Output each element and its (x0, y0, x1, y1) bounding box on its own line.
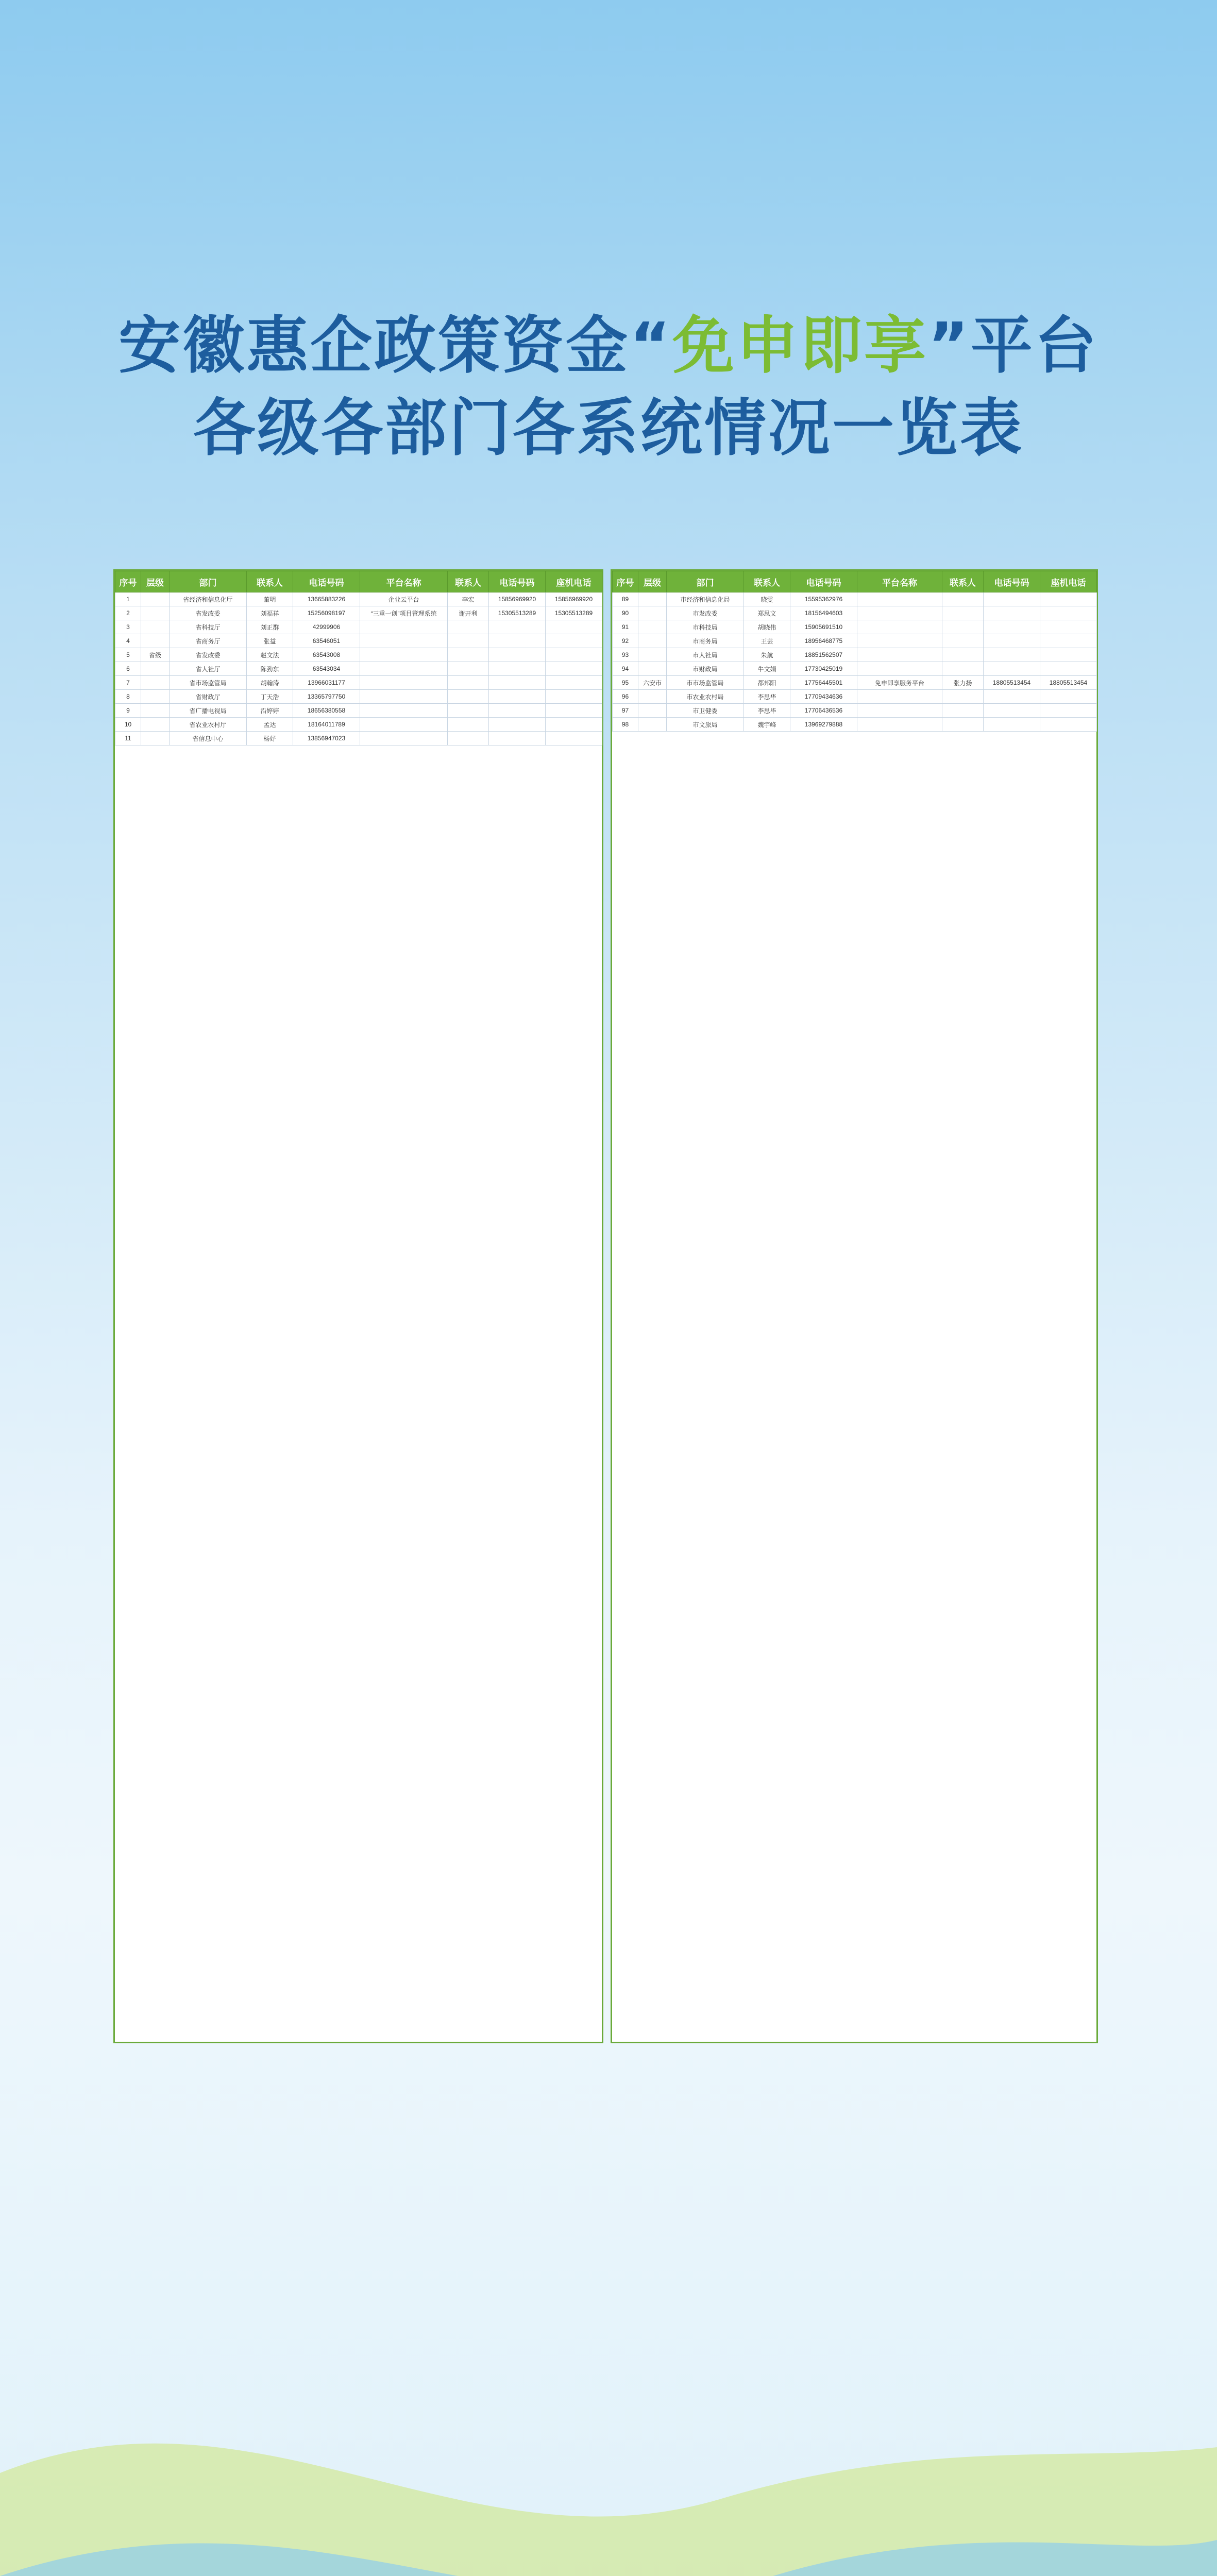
table-cell: 18656380558 (293, 704, 360, 718)
table-cell: 7 (115, 676, 141, 690)
table-cell (984, 634, 1040, 648)
table-cell: 91 (613, 620, 638, 634)
table-cell: 张益 (247, 634, 293, 648)
table-cell (448, 634, 489, 648)
table-row (613, 634, 1097, 648)
table-cell (360, 634, 448, 648)
table-cell (360, 690, 448, 704)
table-cell (942, 648, 984, 662)
header-cell: 序号 (613, 571, 638, 592)
table-cell (984, 690, 1040, 704)
table-cell: 免申即享服务平台 (857, 676, 942, 690)
table-cell (857, 662, 942, 676)
table-cell (489, 620, 546, 634)
table-cell: 市财政局 (667, 662, 744, 676)
table-cell (448, 704, 489, 718)
table-cell (546, 718, 602, 732)
table-row (115, 662, 602, 676)
table-cell: 郑思文 (744, 606, 790, 620)
table-cell (638, 704, 667, 718)
decorative-wave (0, 2344, 1217, 2576)
table-cell: 市商务局 (667, 634, 744, 648)
table-cell (942, 718, 984, 732)
table-cell (1040, 718, 1097, 732)
table-cell: 刘福祥 (247, 606, 293, 620)
header-cell: 联系人 (942, 571, 984, 592)
table-cell: 15595362976 (790, 592, 857, 606)
table-cell (857, 606, 942, 620)
header-cell: 平台名称 (857, 571, 942, 592)
table-cell (1040, 662, 1097, 676)
table-cell: 97 (613, 704, 638, 718)
table-cell: 省发改委 (170, 648, 247, 662)
table-cell: 孟达 (247, 718, 293, 732)
table-cell (141, 690, 170, 704)
table-cell (489, 648, 546, 662)
table-row (115, 648, 602, 662)
table-cell: 陈劲东 (247, 662, 293, 676)
table-cell: 13856947023 (293, 732, 360, 745)
table-cell (638, 718, 667, 732)
table-cell (360, 704, 448, 718)
table-cell (489, 718, 546, 732)
table-cell: 96 (613, 690, 638, 704)
table-cell (942, 620, 984, 634)
table-cell (1040, 620, 1097, 634)
table-cell: 17709434636 (790, 690, 857, 704)
table-cell: 10 (115, 718, 141, 732)
header-cell: 层级 (141, 571, 170, 592)
page-title-line1: 安徽惠企政策资金“免申即享”平台 (119, 310, 1098, 382)
table-row (613, 620, 1097, 634)
table-cell (546, 620, 602, 634)
table-cell: 六安市 (638, 676, 667, 690)
table-cell: 王芸 (744, 634, 790, 648)
table-cell: 胡晓伟 (744, 620, 790, 634)
table-cell: 丁天浩 (247, 690, 293, 704)
table-cell: 15305513289 (489, 606, 546, 620)
table-cell: 市发改委 (667, 606, 744, 620)
table-cell: 18805513454 (984, 676, 1040, 690)
table-cell: 2 (115, 606, 141, 620)
table-cell: 朱航 (744, 648, 790, 662)
header-cell: 电话号码 (293, 571, 360, 592)
table-cell: 市农业农村局 (667, 690, 744, 704)
table-row (115, 732, 602, 745)
table-cell: 18156494603 (790, 606, 857, 620)
table-cell (1040, 648, 1097, 662)
table-cell: 省级 (141, 648, 170, 662)
table-cell: 17730425019 (790, 662, 857, 676)
table-cell: 市卫健委 (667, 704, 744, 718)
table-cell (984, 718, 1040, 732)
table-cell (857, 704, 942, 718)
table-cell: 15905691510 (790, 620, 857, 634)
table-cell (489, 676, 546, 690)
table-cell: 省信息中心 (170, 732, 247, 745)
table-cell (141, 620, 170, 634)
table-cell: 18164011789 (293, 718, 360, 732)
table-row (613, 690, 1097, 704)
table-cell: 省广播电视局 (170, 704, 247, 718)
table-row (115, 634, 602, 648)
table-cell: 省农业农村厅 (170, 718, 247, 732)
table-cell: 8 (115, 690, 141, 704)
table-cell: 省财政厅 (170, 690, 247, 704)
table-cell: 15856969920 (546, 592, 602, 606)
table-row (613, 704, 1097, 718)
table-cell (448, 718, 489, 732)
right-table (612, 571, 1097, 732)
table-row (613, 606, 1097, 620)
table-row (115, 620, 602, 634)
table-cell (1040, 634, 1097, 648)
table-cell: 魏宇峰 (744, 718, 790, 732)
table-cell (141, 718, 170, 732)
table-cell (942, 606, 984, 620)
left-table (115, 571, 602, 745)
table-row (613, 592, 1097, 606)
table-row (613, 718, 1097, 732)
table-cell (489, 634, 546, 648)
table-cell: 企业云平台 (360, 592, 448, 606)
table-cell (942, 634, 984, 648)
table-cell (546, 704, 602, 718)
table-row (115, 718, 602, 732)
table-cell (141, 606, 170, 620)
table-cell (360, 676, 448, 690)
table-cell (857, 592, 942, 606)
table-cell: 15305513289 (546, 606, 602, 620)
table-cell: 93 (613, 648, 638, 662)
table-row (613, 648, 1097, 662)
table-row (115, 606, 602, 620)
table-cell (638, 634, 667, 648)
table-cell: 15856969920 (489, 592, 546, 606)
table-cell (141, 732, 170, 745)
header-cell: 序号 (115, 571, 141, 592)
table-cell: 省经济和信息化厅 (170, 592, 247, 606)
table-cell: 95 (613, 676, 638, 690)
table-cell: 省发改委 (170, 606, 247, 620)
table-cell: 市市场监管局 (667, 676, 744, 690)
table-cell (1040, 606, 1097, 620)
table-cell: 市人社局 (667, 648, 744, 662)
table-cell (360, 648, 448, 662)
table-cell: 15256098197 (293, 606, 360, 620)
header-cell: 层级 (638, 571, 667, 592)
table-cell: 6 (115, 662, 141, 676)
header-cell: 座机电话 (546, 571, 602, 592)
table-cell (448, 676, 489, 690)
table-cell: 13966031177 (293, 676, 360, 690)
table-cell (546, 648, 602, 662)
left-table-header (115, 571, 602, 592)
header-cell: 联系人 (247, 571, 293, 592)
table-cell: 市经济和信息化局 (667, 592, 744, 606)
header-cell: 座机电话 (1040, 571, 1097, 592)
table-cell (984, 662, 1040, 676)
table-cell: 63546051 (293, 634, 360, 648)
right-table-panel (611, 569, 1098, 2043)
table-cell (857, 648, 942, 662)
table-cell (942, 690, 984, 704)
table-cell: 42999906 (293, 620, 360, 634)
table-cell (360, 620, 448, 634)
table-cell (984, 704, 1040, 718)
table-cell (984, 620, 1040, 634)
table-cell (489, 690, 546, 704)
table-cell: 17706436536 (790, 704, 857, 718)
table-cell (489, 732, 546, 745)
table-cell: 13365797750 (293, 690, 360, 704)
table-cell: 11 (115, 732, 141, 745)
right-table-header (613, 571, 1097, 592)
table-cell (448, 690, 489, 704)
table-row (115, 592, 602, 606)
table-cell: 1 (115, 592, 141, 606)
table-cell: 5 (115, 648, 141, 662)
table-row (613, 662, 1097, 676)
table-cell (942, 592, 984, 606)
table-cell (984, 648, 1040, 662)
table-cell: 都邦阳 (744, 676, 790, 690)
table-cell: 晓雯 (744, 592, 790, 606)
table-cell: 李思华 (744, 690, 790, 704)
table-cell (448, 732, 489, 745)
header-cell: 电话号码 (489, 571, 546, 592)
table-cell: 胡翰涛 (247, 676, 293, 690)
table-cell (638, 662, 667, 676)
table-cell (942, 704, 984, 718)
table-cell (360, 732, 448, 745)
table-cell: 9 (115, 704, 141, 718)
table-cell (546, 690, 602, 704)
table-cell (1040, 592, 1097, 606)
left-table-panel (113, 569, 603, 2043)
page-title-line2: 各级各部门各系统情况一览表 (193, 393, 1024, 464)
table-cell: 李宏 (448, 592, 489, 606)
header-cell: 联系人 (448, 571, 489, 592)
table-cell: 沿婷婷 (247, 704, 293, 718)
table-cell: 63543008 (293, 648, 360, 662)
table-cell (857, 620, 942, 634)
table-cell (546, 662, 602, 676)
header-cell: 电话号码 (790, 571, 857, 592)
table-cell (1040, 704, 1097, 718)
table-cell (1040, 690, 1097, 704)
table-row (115, 676, 602, 690)
table-cell (984, 592, 1040, 606)
table-cell (638, 648, 667, 662)
table-cell (141, 704, 170, 718)
table-cell (984, 606, 1040, 620)
table-row (115, 704, 602, 718)
table-cell: 13969279888 (790, 718, 857, 732)
table-cell: 张力扬 (942, 676, 984, 690)
table-cell: 董明 (247, 592, 293, 606)
table-cell (489, 704, 546, 718)
table-cell (360, 718, 448, 732)
table-cell: 18956468775 (790, 634, 857, 648)
table-cell: 63543034 (293, 662, 360, 676)
table-cell (546, 732, 602, 745)
table-cell (141, 676, 170, 690)
table-cell: 98 (613, 718, 638, 732)
table-cell: 18851562507 (790, 648, 857, 662)
table-cell: 94 (613, 662, 638, 676)
table-cell (546, 634, 602, 648)
table-cell (141, 634, 170, 648)
table-cell: 李思毕 (744, 704, 790, 718)
table-cell (857, 690, 942, 704)
header-cell: 部门 (667, 571, 744, 592)
table-cell (546, 676, 602, 690)
table-cell: 赵文法 (247, 648, 293, 662)
table-cell (638, 620, 667, 634)
table-cell: 刘正群 (247, 620, 293, 634)
table-cell: 92 (613, 634, 638, 648)
table-cell: 市文旅局 (667, 718, 744, 732)
table-cell: 牛文娟 (744, 662, 790, 676)
table-cell (942, 662, 984, 676)
table-cell: 18805513454 (1040, 676, 1097, 690)
header-cell: 部门 (170, 571, 247, 592)
table-row (613, 676, 1097, 690)
table-cell (857, 634, 942, 648)
table-cell (448, 662, 489, 676)
table-cell: 省市场监管局 (170, 676, 247, 690)
table-cell (857, 718, 942, 732)
table-cell (360, 662, 448, 676)
table-cell (489, 662, 546, 676)
table-cell (638, 592, 667, 606)
table-cell (141, 662, 170, 676)
table-cell: 省科技厅 (170, 620, 247, 634)
table-cell: 省商务厅 (170, 634, 247, 648)
table-cell: 4 (115, 634, 141, 648)
table-cell (638, 606, 667, 620)
table-cell (141, 592, 170, 606)
table-cell (448, 648, 489, 662)
table-cell: 市科技局 (667, 620, 744, 634)
table-cell: 3 (115, 620, 141, 634)
table-cell (638, 690, 667, 704)
table-cell: 17756445501 (790, 676, 857, 690)
header-cell: 平台名称 (360, 571, 448, 592)
table-cell: 谢开利 (448, 606, 489, 620)
header-cell: 电话号码 (984, 571, 1040, 592)
table-cell: 89 (613, 592, 638, 606)
table-cell (448, 620, 489, 634)
table-cell: 13665883226 (293, 592, 360, 606)
table-cell: “三重一创”项目管理系统 (360, 606, 448, 620)
table-cell: 省人社厅 (170, 662, 247, 676)
table-cell: 杨妤 (247, 732, 293, 745)
table-cell: 90 (613, 606, 638, 620)
header-cell: 联系人 (744, 571, 790, 592)
table-row (115, 690, 602, 704)
